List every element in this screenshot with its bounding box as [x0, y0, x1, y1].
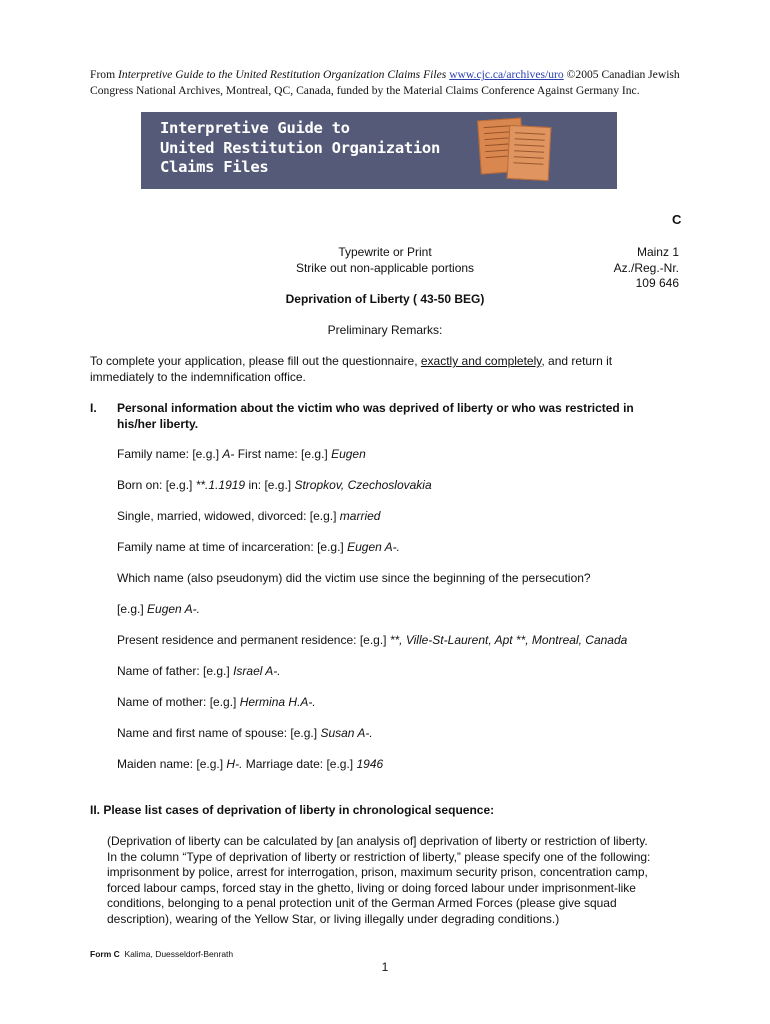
value-marital-status: married: [339, 509, 381, 523]
footer-form-source: Kalima, Duesseldorf-Benrath: [124, 949, 234, 959]
form-instruction-1: Typewrite or Print: [338, 245, 432, 259]
field-maiden-name: Maiden name: [e.g.] H-. Marriage date: [e.g.] 1946: [117, 757, 384, 771]
guide-banner: [141, 112, 617, 189]
field-father: Name of father: [e.g.] Israel A-.: [117, 664, 281, 678]
value-marriage-date: 1946: [356, 757, 384, 771]
value-pseudonym: Eugen A-.: [147, 602, 200, 616]
citation-line-1: [90, 68, 680, 81]
section-1-heading: Personal information about the victim who was deprived of liberty or who was restricted in his/her liberty.: [117, 401, 634, 431]
form-instruction-2: Strike out non-applicable portions: [295, 261, 475, 275]
field-marital-status: Single, married, widowed, divorced: [e.g.] married: [117, 509, 381, 523]
value-first-name: Eugen: [331, 447, 366, 461]
citation-copyright: ©2005 Canadian Jewish: [566, 68, 680, 81]
footer-form-info: [90, 949, 233, 959]
value-birth-date: **.1.1919: [195, 478, 246, 492]
page-number: 1: [381, 960, 389, 974]
banner-title-line-1: Interpretive Guide to: [160, 119, 350, 137]
intro-paragraph: [90, 353, 612, 385]
value-spouse: Susan A-.: [320, 726, 373, 740]
value-family-name: A-: [222, 447, 235, 461]
intro-emphasis: exactly and completely: [420, 354, 542, 368]
form-title: Deprivation of Liberty ( 43-50 BEG): [285, 292, 485, 306]
form-letter: C: [672, 212, 682, 227]
banner-title-line-3: Claims Files: [160, 158, 269, 176]
reference-office: Mainz 1: [636, 245, 679, 259]
banner-document-image-2: [507, 125, 552, 181]
value-father: Israel A-.: [233, 664, 281, 678]
value-incarceration-name: Eugen A-.: [347, 540, 401, 554]
citation-line-2: Congress National Archives, Montreal, QC, Canada, funded by the Material Claims Conference Against Germany Inc.: [90, 84, 640, 97]
reference-label: Az./Reg.-Nr.: [613, 261, 679, 275]
citation-guide-title: Interpretive Guide to the United Restitution Organization Claims Files: [118, 68, 447, 81]
citation-from: From: [90, 68, 116, 81]
banner-title-line-2: United Restitution Organization: [160, 138, 440, 157]
section-1-number: I.: [90, 401, 97, 415]
field-born: Born on: [e.g.] **.1.1919 in: [e.g.] Stropkov, Czechoslovakia: [117, 478, 432, 492]
field-incarceration-name: Family name at time of incarceration: [e.g.] Eugen A-.: [117, 540, 401, 554]
intro-line-2: immediately to the indemnification office.: [90, 370, 306, 384]
value-residence: **, Ville-St-Laurent, Apt **, Montreal, Canada: [389, 633, 628, 647]
citation-url-link[interactable]: www.cjc.ca/archives/uro: [449, 68, 564, 81]
preliminary-remarks-heading: Preliminary Remarks:: [327, 323, 443, 337]
section-2-heading: II. Please list cases of deprivation of liberty in chronological sequence:: [90, 803, 495, 817]
field-family-name: Family name: [e.g.] A- First name: [e.g.] Eugen: [117, 447, 366, 461]
value-birth-place: Stropkov, Czechoslovakia: [294, 478, 432, 492]
intro-line-1: To complete your application, please fill out the questionnaire, exactly and completely, and return it: [90, 354, 613, 368]
banner-title: [160, 119, 440, 178]
section-2-paragraph: (Deprivation of liberty can be calculated by [an analysis of] deprivation of liberty or restriction of liberty. In the column “Type of deprivation of liberty or restriction of liberty,” please specify one of the following: imprisonment by police, arrest for interrogation, prison, maximum security prison, concentration camp, forced labour camps, forced stay in the ghetto, living or doing forced labour under imprisonment-like conditions, belonging to a penal protection unit of the German Armed Forces (please give squad description), wearing of the Yellow Star, or living illegally under degrading conditions.): [107, 834, 651, 926]
value-maiden-name: H-.: [226, 757, 243, 771]
field-spouse: Name and first name of spouse: [e.g.] Susan A-.: [117, 726, 373, 740]
field-pseudonym-question: Which name (also pseudonym) did the victim use since the beginning of the persecution?: [117, 571, 591, 585]
reference-number: 109 646: [635, 276, 679, 290]
field-residence: Present residence and permanent residence: [e.g.] **, Ville-St-Laurent, Apt **, Montreal, Canada: [117, 633, 628, 647]
field-pseudonym: [e.g.] Eugen A-.: [117, 602, 200, 616]
footer-form-label: Form C: [90, 949, 120, 959]
value-mother: Hermina H.A-.: [239, 695, 316, 709]
field-mother: Name of mother: [e.g.] Hermina H.A-.: [117, 695, 316, 709]
